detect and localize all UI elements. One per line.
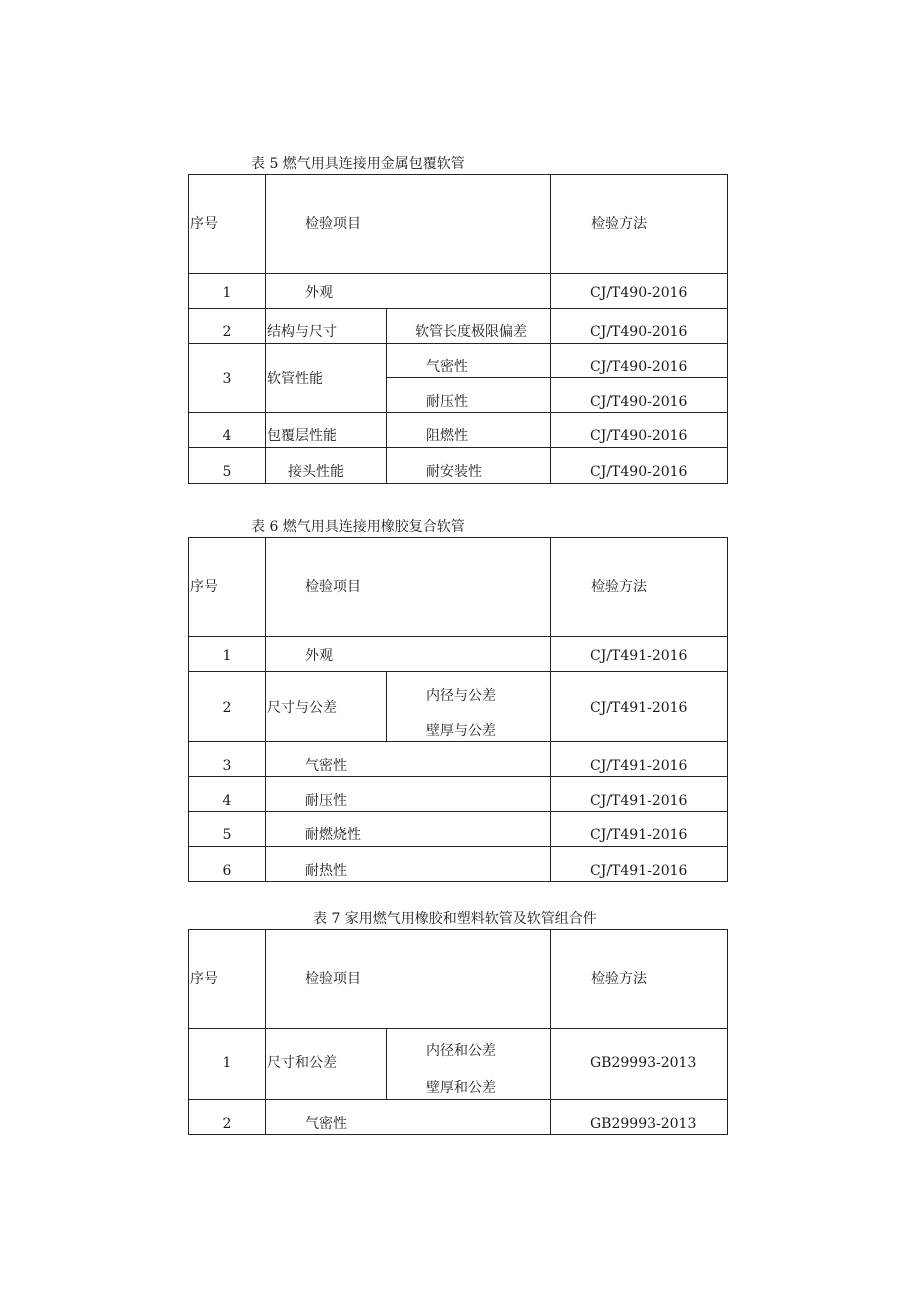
header-method-cell [551, 930, 728, 1029]
subitem-label: 气密性 [426, 359, 468, 375]
table-row [189, 672, 266, 742]
table-row [189, 344, 266, 413]
item-cell [266, 742, 551, 777]
method-label: CJ/T490-2016 [590, 285, 688, 301]
method-cell [551, 413, 728, 448]
header-item: 检验项目 [305, 579, 361, 595]
row-number: 3 [222, 371, 232, 387]
item-label: 尺寸与公差 [267, 700, 337, 716]
row-number: 1 [222, 648, 232, 664]
table-row [189, 309, 266, 344]
subitem-label: 壁厚和公差 [426, 1080, 496, 1096]
method-cell [551, 1100, 728, 1135]
item-label: 软管性能 [267, 371, 323, 387]
item-cell [266, 1100, 551, 1135]
table-7-caption: 表 7 家用燃气用橡胶和塑料软管及软管组合件 [313, 911, 597, 927]
subitem-label: 耐压性 [426, 394, 468, 410]
header-method: 检验方法 [591, 971, 647, 987]
row-number: 2 [222, 324, 232, 340]
subitem-label: 软管长度极限偏差 [415, 324, 527, 340]
row-number: 3 [222, 758, 232, 774]
item-cell [266, 274, 551, 309]
method-label: CJ/T490-2016 [590, 324, 688, 340]
item-label: 包覆层性能 [267, 428, 337, 444]
item-cell [266, 777, 551, 812]
subitem-label: 内径和公差 [426, 1043, 496, 1059]
method-label: CJ/T491-2016 [590, 863, 688, 879]
subitem-cell [387, 378, 551, 413]
header-no-cell [189, 538, 266, 637]
method-label: CJ/T491-2016 [590, 700, 688, 716]
item-cell [266, 309, 387, 344]
method-cell [551, 378, 728, 413]
header-no-cell [189, 930, 266, 1029]
item-label: 气密性 [305, 758, 347, 774]
row-number: 1 [222, 1055, 232, 1071]
item-cell [266, 637, 551, 672]
header-item: 检验项目 [305, 971, 361, 987]
item-cell [266, 812, 551, 847]
method-cell [551, 274, 728, 309]
row-number: 1 [222, 285, 232, 301]
subitem-cell [387, 413, 551, 448]
method-cell [551, 309, 728, 344]
header-method-cell [551, 538, 728, 637]
item-label: 外观 [305, 648, 333, 664]
header-method: 检验方法 [591, 579, 647, 595]
row-number: 2 [222, 1116, 232, 1132]
item-label: 外观 [305, 285, 333, 301]
table-5 [188, 174, 728, 484]
subitem-cell [387, 448, 551, 484]
subitem-cell [387, 309, 551, 344]
item-label: 接头性能 [288, 464, 344, 480]
method-cell [551, 847, 728, 882]
subitem-cell [387, 344, 551, 378]
item-cell [266, 672, 387, 742]
row-number: 2 [222, 700, 232, 716]
table-row [189, 1029, 266, 1100]
table-5-caption: 表 5 燃气用具连接用金属包覆软管 [251, 156, 465, 172]
method-label: GB29993-2013 [590, 1116, 697, 1132]
method-cell [551, 742, 728, 777]
subitem-label: 耐安装性 [426, 464, 482, 480]
item-cell [266, 1029, 387, 1100]
item-label: 气密性 [305, 1116, 347, 1132]
method-label: CJ/T491-2016 [590, 758, 688, 774]
header-item-cell [266, 930, 551, 1029]
row-number: 4 [222, 793, 232, 809]
table-row [189, 448, 266, 484]
method-cell [551, 1029, 728, 1100]
header-method: 检验方法 [591, 216, 647, 232]
table-row [189, 1100, 266, 1135]
method-label: CJ/T490-2016 [590, 464, 688, 480]
item-label: 尺寸和公差 [267, 1055, 337, 1071]
method-label: GB29993-2013 [590, 1055, 697, 1071]
row-number: 5 [222, 464, 232, 480]
row-number: 5 [222, 827, 232, 843]
method-label: CJ/T491-2016 [590, 648, 688, 664]
subitem-label: 壁厚与公差 [426, 723, 496, 739]
method-cell [551, 637, 728, 672]
method-label: CJ/T490-2016 [590, 428, 688, 444]
subitem-cell [387, 672, 551, 742]
header-no-cell [189, 175, 266, 274]
subitem-label: 阻燃性 [426, 428, 468, 444]
item-cell [266, 344, 387, 413]
item-cell [266, 448, 387, 484]
row-number: 4 [222, 428, 232, 444]
table-row [189, 274, 266, 309]
method-label: CJ/T490-2016 [590, 394, 688, 410]
table-row [189, 742, 266, 777]
item-cell [266, 847, 551, 882]
header-item: 检验项目 [305, 216, 361, 232]
method-cell [551, 344, 728, 378]
table-row [189, 637, 266, 672]
header-no: 序号 [190, 971, 218, 987]
header-no: 序号 [190, 579, 218, 595]
table-row [189, 847, 266, 882]
item-cell [266, 413, 387, 448]
item-label: 耐燃烧性 [305, 827, 361, 843]
method-cell [551, 812, 728, 847]
method-cell [551, 672, 728, 742]
header-item-cell [266, 175, 551, 274]
row-number: 6 [222, 863, 232, 879]
method-label: CJ/T490-2016 [590, 359, 688, 375]
item-label: 结构与尺寸 [267, 324, 337, 340]
table-6 [188, 537, 728, 882]
method-cell [551, 448, 728, 484]
item-label: 耐压性 [305, 793, 347, 809]
table-row [189, 413, 266, 448]
table-row [189, 777, 266, 812]
header-item-cell [266, 538, 551, 637]
table-6-caption: 表 6 燃气用具连接用橡胶复合软管 [251, 519, 465, 535]
table-row [189, 812, 266, 847]
method-label: CJ/T491-2016 [590, 793, 688, 809]
item-label: 耐热性 [305, 863, 347, 879]
table-7 [188, 929, 728, 1135]
header-no: 序号 [190, 216, 218, 232]
subitem-label: 内径与公差 [426, 688, 496, 704]
method-label: CJ/T491-2016 [590, 827, 688, 843]
method-cell [551, 777, 728, 812]
header-method-cell [551, 175, 728, 274]
subitem-cell [387, 1029, 551, 1100]
